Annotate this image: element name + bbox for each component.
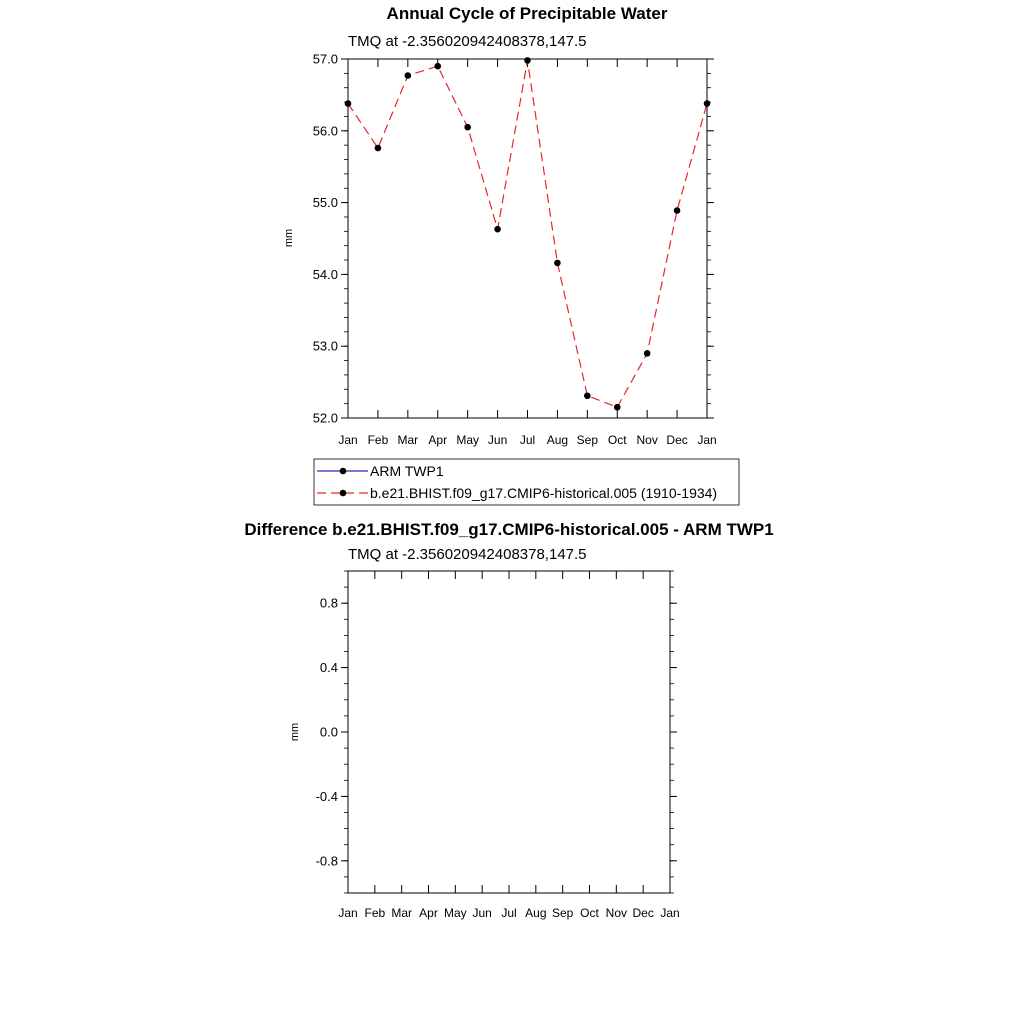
chart1-xtick-label: May — [456, 433, 480, 447]
chart1-xtick-label: Jan — [697, 433, 717, 447]
chart1-ytick-label: 55.0 — [312, 195, 338, 211]
data-point — [614, 404, 621, 411]
chart1-xtick-label: Sep — [576, 433, 599, 447]
chart1-series — [345, 57, 711, 410]
data-point — [405, 72, 412, 79]
chart1-xtick-label: Nov — [636, 433, 658, 447]
data-point — [584, 392, 591, 399]
chart2-xtick-label: Feb — [364, 906, 386, 920]
chart2-xtick-label: Oct — [580, 906, 599, 920]
chart2-xtick-label: Jan — [660, 906, 680, 920]
chart1-xtick-label: Oct — [607, 433, 627, 447]
chart1-xtick-label: Mar — [397, 433, 419, 447]
chart1-xtick-label: Apr — [428, 433, 448, 447]
chart2-subtitle: TMQ at -2.356020942408378,147.5 — [348, 546, 587, 563]
data-point — [554, 260, 561, 267]
data-point — [674, 207, 681, 214]
chart2-xtick-label: Mar — [391, 906, 413, 920]
difference-chart — [244, 520, 773, 920]
chart1-ytick-label: 53.0 — [312, 338, 338, 354]
chart2-ytick-label: -0.4 — [315, 788, 338, 804]
chart2-ytick-label: 0.0 — [319, 724, 338, 740]
chart2-title: Difference b.e21.BHIST.f09_g17.CMIP6-historical.005 - ARM TWP1 — [244, 520, 774, 539]
chart1-xtick-label: Jul — [519, 433, 536, 447]
data-point — [494, 226, 501, 233]
chart2-xtick-label: Sep — [551, 906, 574, 920]
chart1-title: Annual Cycle of Precipitable Water — [386, 4, 668, 23]
chart2-ytick-label: 0.8 — [319, 595, 338, 611]
data-point — [434, 63, 441, 70]
data-point — [524, 57, 531, 64]
chart2-xtick-label: Nov — [605, 906, 628, 920]
chart2-xtick-label: Jan — [338, 906, 358, 920]
chart2-y-axis-label: mm — [289, 722, 301, 742]
chart2-xtick-label: May — [443, 906, 467, 920]
chart1-ytick-label: 56.0 — [312, 123, 338, 139]
chart1-xtick-label: Aug — [546, 433, 569, 447]
legend-entry-model: b.e21.BHIST.f09_g17.CMIP6-historical.005 (1910-1934) — [370, 485, 718, 501]
chart2-ytick-label: 0.4 — [319, 660, 338, 676]
chart1-ticks — [313, 52, 717, 448]
legend-marker-model — [340, 490, 347, 497]
chart2-xtick-label: Apr — [419, 906, 438, 920]
data-point — [464, 124, 471, 131]
chart2-ticks — [316, 571, 680, 920]
chart1-plot-frame — [348, 59, 707, 418]
chart2-plot-frame — [348, 571, 670, 893]
chart1-subtitle: TMQ at -2.356020942408378,147.5 — [348, 33, 587, 50]
data-point — [375, 145, 382, 152]
chart1-y-axis-label: mm — [283, 228, 295, 248]
chart1-ytick-label: 52.0 — [312, 410, 338, 426]
chart1-xtick-label: Jun — [487, 433, 508, 447]
chart2-ytick-label: -0.8 — [315, 853, 338, 869]
chart2-xtick-label: Jul — [501, 906, 517, 920]
legend-marker-arm — [340, 468, 347, 475]
chart1-xtick-label: Dec — [666, 433, 688, 447]
chart1-legend — [314, 459, 739, 505]
chart1-xtick-label: Feb — [367, 433, 389, 447]
series-line-1 — [348, 60, 707, 407]
chart1-xtick-label: Jan — [338, 433, 358, 447]
chart2-xtick-label: Jun — [472, 906, 492, 920]
legend-entry-arm: ARM TWP1 — [370, 463, 444, 479]
annual-cycle-chart — [283, 4, 717, 447]
chart2-xtick-label: Aug — [525, 906, 547, 920]
chart1-ytick-label: 57.0 — [312, 51, 338, 67]
chart2-xtick-label: Dec — [632, 906, 654, 920]
data-point — [644, 350, 651, 357]
chart1-ytick-label: 54.0 — [312, 266, 338, 282]
